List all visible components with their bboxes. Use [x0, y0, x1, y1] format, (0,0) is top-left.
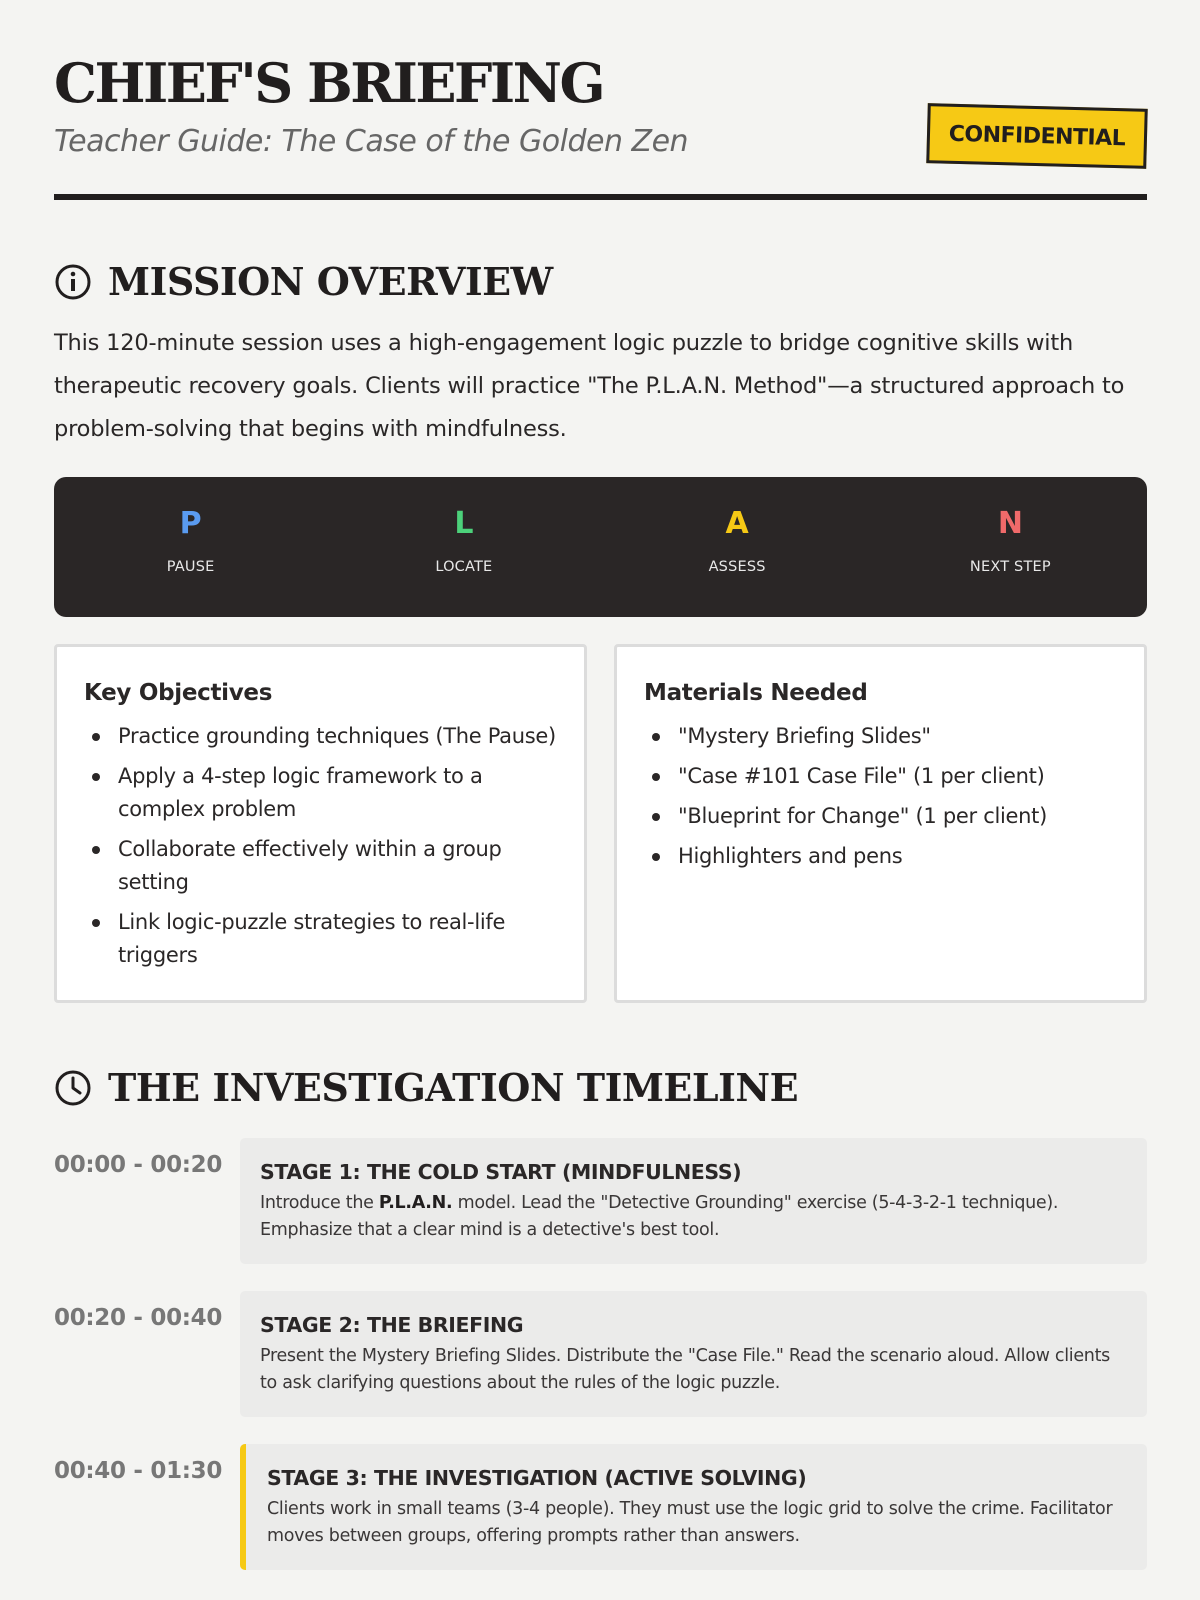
- list-item-text: "Case #101 Case File" (1 per client): [678, 764, 1045, 788]
- plan-word: LOCATE: [435, 559, 493, 575]
- stage-description: [260, 1190, 1127, 1244]
- page-title: CHIEF'S BRIEFING: [54, 51, 604, 115]
- list-item: [644, 840, 1116, 873]
- list-item-text: "Blueprint for Change" (1 per client): [678, 804, 1047, 828]
- stage-card: [240, 1291, 1147, 1417]
- stage-time: 00:40 - 01:30: [54, 1458, 223, 1484]
- page-header: [54, 0, 1147, 200]
- bullet-icon: [652, 773, 660, 781]
- plan-word: ASSESS: [708, 559, 766, 575]
- stage-title: STAGE 2: THE BRIEFING: [260, 1313, 524, 1337]
- objectives-list: [84, 720, 556, 972]
- stage-time: 00:00 - 00:20: [54, 1152, 223, 1178]
- info-icon: [54, 263, 92, 301]
- plan-method-bar: [54, 477, 1147, 617]
- stage-title: STAGE 3: THE INVESTIGATION (ACTIVE SOLVING): [267, 1466, 807, 1490]
- list-item: [644, 720, 1116, 753]
- list-item-text: Practice grounding techniques (The Pause): [118, 724, 556, 748]
- bullet-icon: [92, 773, 100, 781]
- bullet-icon: [92, 846, 100, 854]
- stage-title: STAGE 1: THE COLD START (MINDFULNESS): [260, 1160, 742, 1184]
- key-objectives-card: [54, 644, 587, 1003]
- list-item-text: Apply a 4-step logic framework to a complex problem: [118, 764, 483, 821]
- confidential-stamp: CONFIDENTIAL: [926, 103, 1147, 169]
- timeline-heading: [54, 1065, 798, 1110]
- list-item-text: Link logic-puzzle strategies to real-life triggers: [118, 910, 506, 967]
- list-item: [84, 906, 556, 972]
- plan-step-next-step: [874, 477, 1147, 617]
- plan-letter: N: [997, 506, 1023, 541]
- bullet-icon: [652, 733, 660, 741]
- materials-list: [644, 720, 1116, 873]
- list-item-text: Collaborate effectively within a group setting: [118, 837, 502, 894]
- list-item: [84, 760, 556, 826]
- list-item: [84, 833, 556, 899]
- mission-overview-text: This 120-minute session uses a high-engagement logic puzzle to bridge cognitive skills with therapeutic recovery goals. Clients will practice "The P.L.A.N. Method"—a structured approach to problem-solving that begins with mindfulness.: [54, 330, 1125, 442]
- stage-time: 00:20 - 00:40: [54, 1305, 223, 1331]
- stage-desc-bold: P.L.A.N.: [378, 1193, 453, 1213]
- card-heading: Materials Needed: [644, 680, 868, 706]
- bullet-icon: [652, 813, 660, 821]
- stage-card-active: [240, 1444, 1147, 1570]
- stage-description: Clients work in small teams (3-4 people). They must use the logic grid to solve the crime. Facilitator moves between groups, offering prompts rather than answers.: [267, 1499, 1113, 1546]
- bullet-icon: [92, 733, 100, 741]
- section-title: THE INVESTIGATION TIMELINE: [108, 1065, 799, 1110]
- briefing-page: [54, 0, 1147, 1546]
- stage-card: [240, 1138, 1147, 1264]
- stage-desc-text: model. Lead the "Detective Grounding" exercise (5-4-3-2-1 technique). Emphasize that a clear mind is a detective's best tool.: [260, 1193, 1059, 1240]
- mission-overview-heading: [54, 259, 553, 304]
- stage-description: Present the Mystery Briefing Slides. Distribute the "Case File." Read the scenario aloud. Allow clients to ask clarifying questions about the rules of the logic puzzle.: [260, 1346, 1110, 1393]
- card-heading: Key Objectives: [84, 680, 273, 706]
- page-subtitle: Teacher Guide: The Case of the Golden Zen: [54, 124, 689, 159]
- clock-icon: [54, 1069, 92, 1107]
- plan-letter: P: [179, 506, 202, 541]
- list-item: [644, 800, 1116, 833]
- plan-step-locate: [327, 477, 600, 617]
- plan-letter: A: [725, 506, 749, 541]
- section-title: MISSION OVERVIEW: [108, 259, 553, 304]
- plan-word: PAUSE: [166, 559, 215, 575]
- bullet-icon: [92, 919, 100, 927]
- bullet-icon: [652, 853, 660, 861]
- stage-desc-text: Introduce the: [260, 1193, 379, 1213]
- list-item: [84, 720, 556, 753]
- list-item-text: "Mystery Briefing Slides": [678, 724, 931, 748]
- plan-step-assess: [601, 477, 874, 617]
- list-item: [644, 760, 1116, 793]
- plan-word: NEXT STEP: [969, 559, 1051, 575]
- list-item-text: Highlighters and pens: [678, 844, 903, 868]
- plan-step-pause: [54, 477, 327, 617]
- plan-letter: L: [454, 506, 474, 541]
- materials-needed-card: [614, 644, 1147, 1003]
